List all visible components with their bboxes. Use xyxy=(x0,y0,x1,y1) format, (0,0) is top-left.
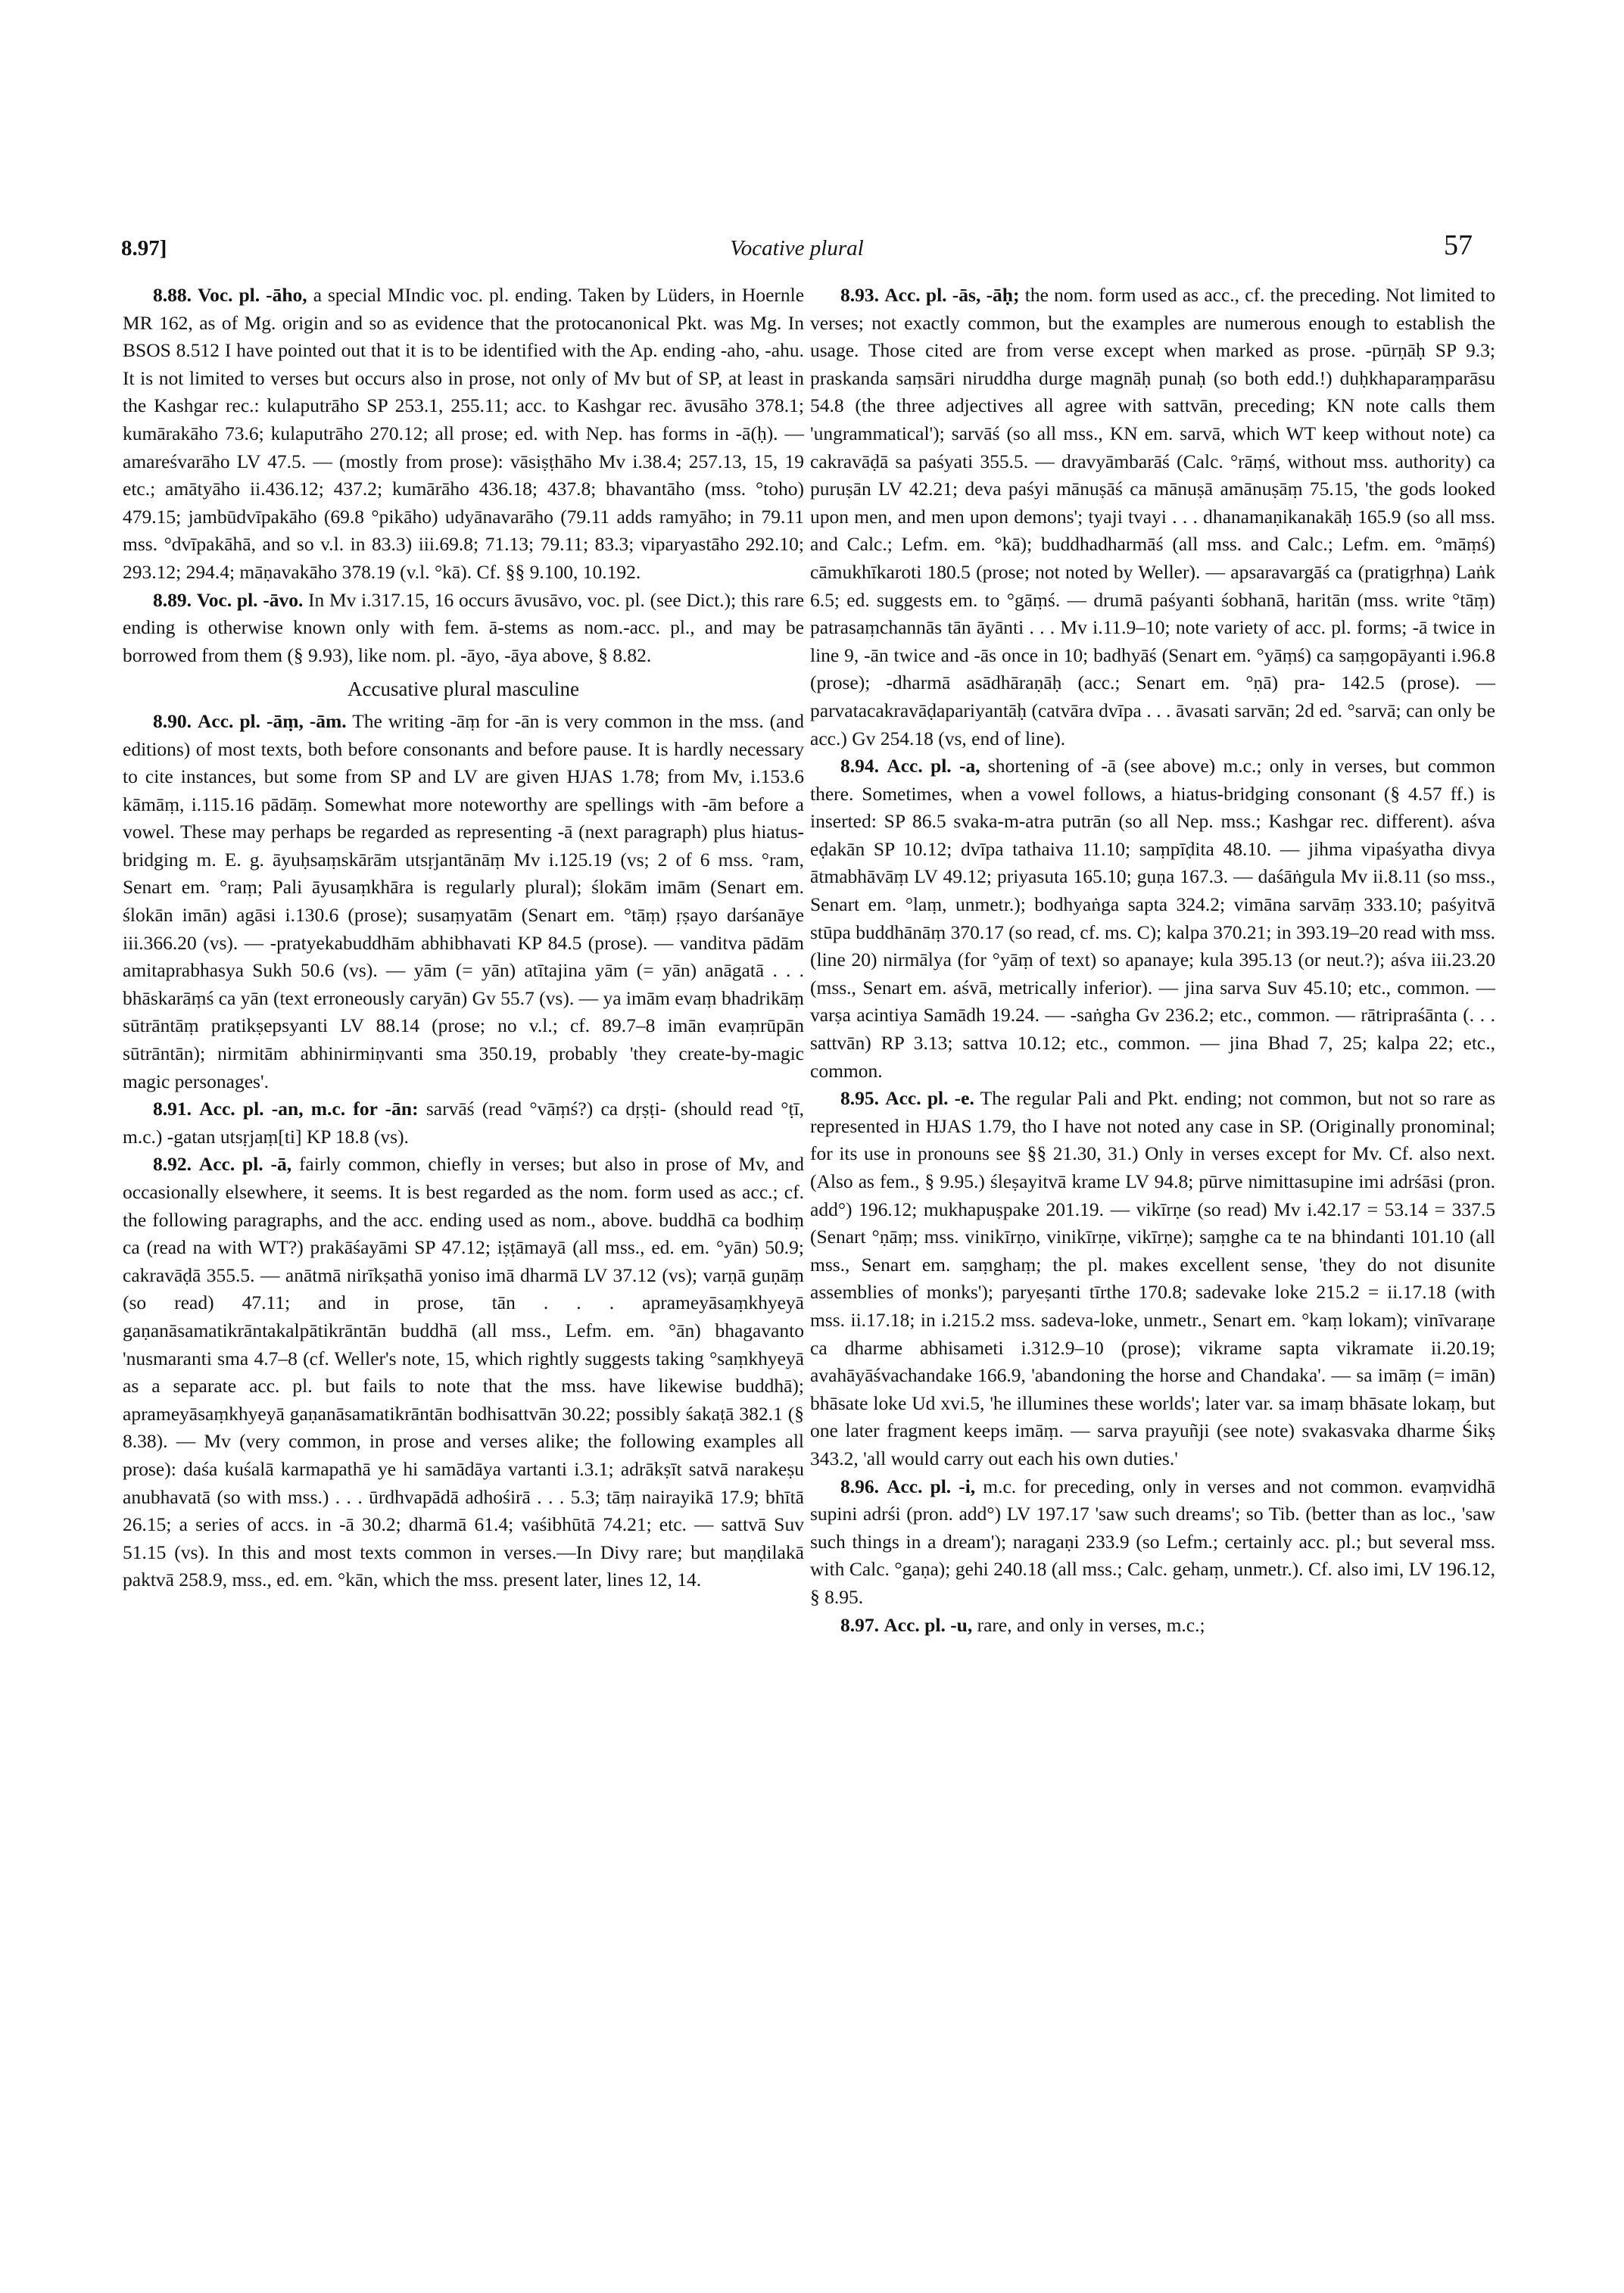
paragraph-number: 8.96. xyxy=(840,1475,879,1497)
paragraph-8-97 xyxy=(810,1612,1495,1640)
left-column xyxy=(123,282,804,1594)
paragraph-label: Voc. pl. -āvo. xyxy=(196,588,304,611)
paragraph-number: 8.94. xyxy=(840,755,879,777)
paragraph-number: 8.92. xyxy=(153,1153,192,1176)
paragraph-text: m.c. for preceding, only in verses and not common. evaṃvidhā supini adrśi (pron. add°) LV 197.17 'saw such dreams'; so Tib. (better than as loc., 'saw such things in a dream'); naragaṇi 233.9 (so Lefm.; certainly acc. pl.; but several mss. with Calc. °gaṇa); gehi 240.18 (all mss.; Calc. gehaṃ, unmetr.). Cf. also imi, LV 196.12, § 8.95. xyxy=(810,1475,1496,1608)
paragraph-8-93 xyxy=(810,282,1495,752)
paragraph-label: Acc. pl. -āṃ, -ām. xyxy=(197,709,347,732)
paragraph-number: 8.89. xyxy=(153,588,192,611)
paragraph-label: Acc. pl. -ās, -āḥ; xyxy=(884,284,1020,306)
paragraph-8-92 xyxy=(123,1151,804,1594)
right-column xyxy=(810,282,1495,1639)
paragraph-text: the nom. form used as acc., cf. the preceding. Not limited to verses; not exactly common, but the examples are numerous enough to establish the usage. Those cited are from verse except when marked as prose. -pūrṇāḥ SP 9.3; praskanda saṃsāri niruddha durge magnāḥ punaḥ (so both edd.!) duḥkhaparaṃparāsu 54.8 (the three adjectives all agree with sattvān, preceding; KN note calls them 'ungrammatical'); sarvāś (so all mss., KN em. sarvā, which WT keep without note) ca cakravāḍā sa paśyati 355.5. — dravyāmbarāś (Calc. °rāṃś, without mss. authority) ca puruṣān LV 42.21; deva paśyi mānuṣāś ca mānuṣā amānuṣāṃ 75.15, 'the gods looked upon men, and men upon demons'; tyaji tvayi . . . dhanamaṇikanakāḥ 165.9 (so all mss. and Calc.; Lefm. em. °kā); buddhadharmāś (all mss. and Calc.; Lefm. em. °māṃś) cāmukhīkaroti 180.5 (prose; not noted by Weller). — apsaravargāś ca (pratigṛhṇa) Laṅk 6.5; ed. suggests em. to °gāṃś. — drumā paśyanti śobhanā, haritān (mss. write °tāṃ) patrasaṃchannās tān āyānti . . . Mv i.11.9–10; note variety of acc. pl. forms; -ā twice in line 9, -ān twice and -ās once in 10; badhyāś (Senart em. °yāṃś) ca saṃgopāyanti i.96.8 (prose); -dharmā asādhāraṇāḥ (acc.; Senart em. °ṇā) pra- 142.5 (prose). — parvatacakravāḍapariyantāḥ (catvāra dvīpa . . . āvasati sarvān; 2d ed. °sarvā; can only be acc.) Gv 254.18 (vs, end of line). xyxy=(810,284,1496,749)
paragraph-number: 8.91. xyxy=(153,1098,192,1120)
page-number: 57 xyxy=(1444,229,1473,261)
paragraph-8-91 xyxy=(123,1095,804,1151)
paragraph-number: 8.88. xyxy=(153,284,192,306)
paragraph-number: 8.93. xyxy=(840,284,879,306)
paragraph-label: Acc. pl. -u, xyxy=(884,1613,973,1636)
paragraph-label: Acc. pl. -a, xyxy=(887,755,980,777)
paragraph-8-89 xyxy=(123,587,804,670)
paragraph-label: Voc. pl. -āho, xyxy=(198,284,307,306)
paragraph-label: Acc. pl. -i, xyxy=(887,1475,976,1497)
paragraph-text: shortening of -ā (see above) m.c.; only in verses, but common there. Sometimes, when a vowel follows, a hiatus-bridging consonant (§ 4.57 ff.) is inserted: SP 86.5 svaka-m-atra putrān (so all Nep. mss.; Kashgar rec. different). aśva eḍakān SP 10.12; dvīpa tathaiva 11.10; saṃpīḍita 48.10. — jihma vipaśyatha divya ātmabhāvāṃ LV 49.12; priyasuta 165.10; guṇa 167.3. — daśāṅgula Mv ii.8.11 (so mss., Senart em. °laṃ, unmetr.); bodhyaṅga sapta 324.2; vimāna sarvāṃ 333.10; paśyitvā stūpa buddhānāṃ 370.17 (so read, cf. ms. C); kalpa 370.21; in 393.19–20 read with mss. (line 20) nirmālya (for °yāṃ of text) so apanaye; kula 395.13 (or neut.?); aśva iii.23.20 (mss., Senart em. aśvā, metrically inferior). — jina sarva Suv 45.10; etc., common. — varṣa acintiya Samādh 19.24. — -saṅgha Gv 236.2; etc., common. — rātripraśānta (. . . sattvān) RP 3.13; sattva 10.12; etc., common. — jina Bhad 7, 25; kalpa 22; etc., common. xyxy=(810,755,1496,1082)
paragraph-label: Acc. pl. -e. xyxy=(885,1087,974,1110)
paragraph-number: 8.90. xyxy=(153,709,192,732)
paragraph-8-88 xyxy=(123,282,804,587)
paragraph-text: sarvāś (read °vāṃś?) ca dṛṣṭi- (should read °ṭī, m.c.) -gatan utsṛjaṃ[ti] KP 18.8 (vs). xyxy=(123,1098,804,1148)
paragraph-number: 8.95. xyxy=(840,1087,879,1110)
running-header xyxy=(121,229,1473,266)
paragraph-text: The regular Pali and Pkt. ending; not common, but not so rare as represented in HJAS 1.79, tho I have not noted any case in SP. (Originally pronominal; for its use in pronouns see §§ 21.30, 31.) Only in verses except for Mv. Cf. also next. (Also as fem., § 9.95.) śleṣayitvā krame LV 94.8; pūrve nimittasupine imi adrśāsi (pron. add°) 196.12; mukhapuṣpake 201.19. — vikīrṇe (so read) Mv i.42.17 = 53.14 = 337.5 (Senart °ṇāṃ; mss. vinikīrṇo, vinikīrṇe, vikīrṇe); saṃghe ca te na bhindanti 101.10 (all mss., Senart em. saṃghaṃ; the pl. makes excellent sense, 'they do not disunite assemblies of monks'); paryeṣanti tīrthe 170.8; sadevake loke 215.2 = ii.17.18 (with mss. ii.17.18; in i.215.2 mss. sadeva-loke, unmetr., Senart em. °kaṃ lokam); vinīvaraṇe ca dharme abhisameti i.312.9–10 (prose); vikrame sapta vikramate ii.20.19; avahāyāśvachandake 166.9, 'abandoning the horse and Chandaka'. — sa imāṃ (= imān) bhāsate loke Ud xvi.5, 'he illumines these worlds'; later var. sa imaṃ bhāsate lokaṃ, but one later fragment keeps imāṃ. — sarva prayuñji (see note) svakasvaka dharme Śikṣ 343.2, 'all would carry out each his own duties.' xyxy=(810,1087,1495,1469)
paragraph-number: 8.97. xyxy=(840,1613,879,1636)
paragraph-label: Acc. pl. -an, m.c. for -ān: xyxy=(199,1098,419,1120)
paragraph-text: fairly common, chiefly in verses; but also in prose of Mv, and occasionally elsewhere, it seems. It is best regarded as the nom. form used as acc.; cf. the following paragraphs, and the acc. ending used as nom., above. buddhā ca bodhiṃ ca (read na with WT?) prakāśayāmi SP 47.12; iṣṭāmayā (all mss., ed. em. °yān) 50.9; cakravāḍā 355.5. — anātmā nirīkṣathā yoniso imā dharmā LV 37.12 (vs); varṇā guṇāṃ (so read) 47.11; and in prose, tān . . . aprameyāsaṃkhyeyā gaṇanāsamatikrāntakalpātikrāntān buddhā (all mss., Lefm. em. °ān) bhagavanto 'nusmaranti sma 4.7–8 (cf. Weller's note, 15, which rightly suggests taking °saṃkhyeyā as a separate acc. pl. but fails to note that the mss. have likewise buddhā); aprameyāsaṃkhyeyā gaṇanāsamatikrāntān bodhisattvān 30.22; possibly śakaṭā 382.1 (§ 8.38). — Mv (very common, in prose and verses alike; the following examples all prose): daśa kuśalā karmapathā ye hi samādāya vartanti i.3.1; adrākṣīt satvā narakeṣu anubhavatā (so with mss.) . . . ūrdhvapādā adhośirā . . . 5.3; tāṃ nairayikā 17.9; bhītā 26.15; a series of accs. in -ā 30.2; dharmā 61.4; vaśibhūtā 74.21; etc. — sattvā Suv 51.15 (vs). In this and most texts common in verses.—In Divy rare; but maṇḍilakā paktvā 258.9, mss., ed. em. °kān, which the mss. present later, lines 12, 14. xyxy=(123,1153,805,1591)
paragraph-8-96 xyxy=(810,1473,1495,1612)
paragraph-text: a special MIndic voc. pl. ending. Taken by Lüders, in Hoernle MR 162, as of Mg. origin and so as evidence that the protocanonical Pkt. was Mg. In BSOS 8.512 I have pointed out that it is to be identified with the Ap. ending -aho, -ahu. It is not limited to verses but occurs also in prose, not only of Mv but of SP, at least in the Kashgar rec.: kulaputrāho SP 253.1, 255.11; acc. to Kashgar rec. āvusāho 378.1; kumārakāho 73.6; kulaputrāho 270.12; all prose; ed. with Nep. has forms in -ā(ḥ). — amareśvarāho LV 47.5. — (mostly from prose): vāsiṣṭhāho Mv i.38.4; 257.13, 15, 19 etc.; amātyāho ii.436.12; 437.2; kumārāho 436.18; 437.8; bhavantāho (mss. °toho) 479.15; jambūdvīpakāho (69.8 °pikāho) udyānavarāho (79.11 adds ramyāho; in 79.11 mss. °dvīpakāhā, and so v.l. in 83.3) iii.69.8; 71.13; 79.11; 83.3; viparyastāho 292.10; 293.12; 294.4; māṇavakāho 378.19 (v.l. °kā). Cf. §§ 9.100, 10.192. xyxy=(123,284,805,583)
paragraph-label: Acc. pl. -ā, xyxy=(198,1153,292,1176)
paragraph-8-95 xyxy=(810,1085,1495,1472)
paragraph-text: The writing -āṃ for -ān is very common in the mss. (and editions) of most texts, both before consonants and before pause. It is hardly necessary to cite instances, but some from SP and LV are given HJAS 1.78; from Mv, i.153.6 kāmāṃ, i.115.16 pādāṃ. Somewhat more noteworthy are spellings with -ām before a vowel. These may perhaps be regarded as representing -ā (next paragraph) plus hiatus-bridging m. E. g. āyuḥsaṃskārām utsṛjantānāṃ Mv i.125.19 (vs; 2 of 6 mss. °ram, Senart em. °raṃ; Pali āyusaṃkhāra is regularly plural); ślokām imām (Senart em. ślokān imān) agāsi i.130.6 (prose); susaṃyatām (Senart em. °tāṃ) ṛṣayo darśanāye iii.366.20 (vs). — -pratyekabuddhām abhibhavati KP 84.5 (prose). — vanditva pādām amitaprabhasya Sukh 50.6 (vs). — yām (= yān) atītajina yām (= yān) anāgatā . . . bhāskarāṃś ca yān (text erroneously caryān) Gv 55.7 (vs). — ya imām evaṃ bhadrikāṃ sūtrāntāṃ pratikṣepsyanti LV 88.14 (prose; no v.l.; cf. 89.7–8 imān evaṃrūpān sūtrāntān); nirmitām abhinirmiṇvanti sma 350.19, probably 'they create-by-magic magic personages'. xyxy=(123,709,804,1092)
section-ref: 8.97] xyxy=(121,236,167,260)
paragraph-8-90 xyxy=(123,708,804,1095)
paragraph-8-94 xyxy=(810,752,1495,1085)
running-title: Vocative plural xyxy=(730,236,864,260)
paragraph-text: rare, and only in verses, m.c.; xyxy=(977,1613,1205,1636)
paragraph-text: In Mv i.317.15, 16 occurs āvusāvo, voc. pl. (see Dict.); this rare ending is otherwise known only with fem. ā-stems as nom.-acc. pl., and may be borrowed from them (§ 9.93), like nom. pl. -āyo, -āya above, § 8.82. xyxy=(123,588,805,666)
section-heading: Accusative plural masculine xyxy=(348,678,579,701)
